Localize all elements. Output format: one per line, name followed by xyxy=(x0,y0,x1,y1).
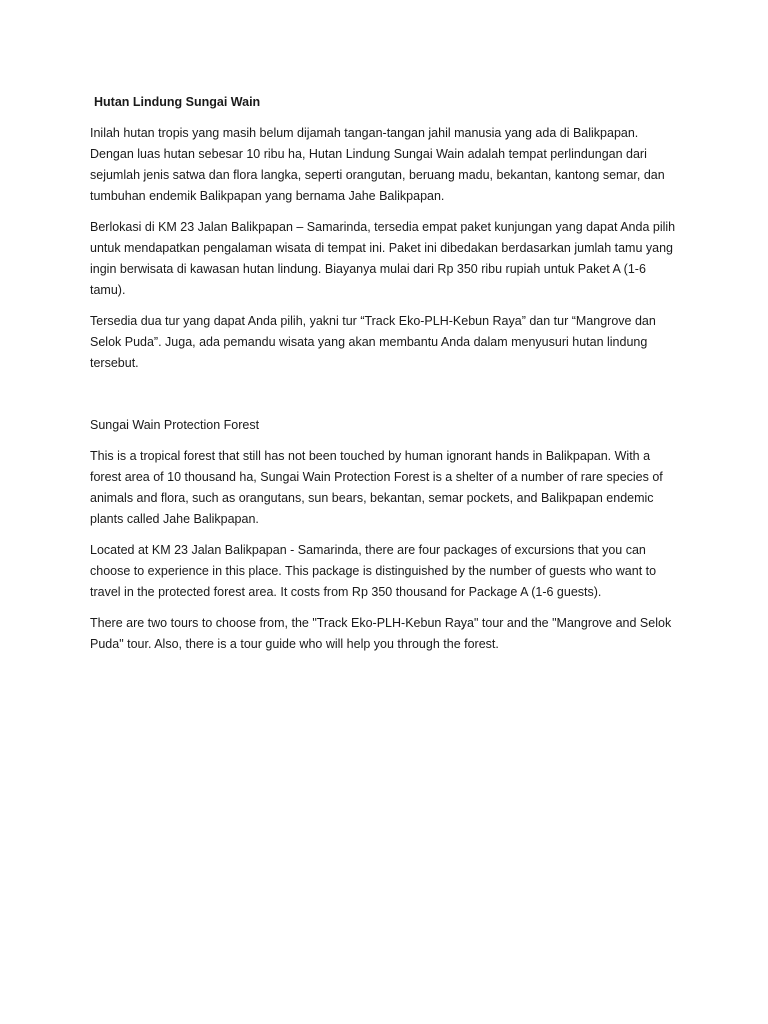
indonesian-paragraph-2: Berlokasi di KM 23 Jalan Balikpapan – Samarinda, tersedia empat paket kunjungan yang dapat Anda pilih untuk mendapatkan pengalaman wisata di tempat ini. Paket ini dibedakan berdasarkan jumlah tamu yang ingin berwisata di kawasan hutan lindung. Biayanya mulai dari Rp 350 ribu rupiah untuk Paket A (1-6 tamu). xyxy=(90,220,676,297)
indonesian-paragraph-1: Inilah hutan tropis yang masih belum dijamah tangan-tangan jahil manusia yang ada di Balikpapan. Dengan luas hutan sebesar 10 ribu ha, Hutan Lindung Sungai Wain adalah tempat perlindungan dari sejumlah jenis satwa dan flora langka, seperti orangutan, beruang madu, bekantan, kantong semar, dan tumbuhan endemik Balikpapan yang bernama Jahe Balikpapan. xyxy=(90,126,665,203)
english-title: Sungai Wain Protection Forest xyxy=(90,418,260,432)
indonesian-section xyxy=(90,92,682,374)
document-body xyxy=(90,92,682,665)
section-spacer xyxy=(90,384,682,415)
english-paragraph-3: There are two tours to choose from, the "Track Eko-PLH-Kebun Raya" tour and the "Mangrove and Selok Puda" tour. Also, there is a tour guide who will help you through the forest. xyxy=(90,616,672,651)
indonesian-title: Hutan Lindung Sungai Wain xyxy=(94,95,261,109)
english-paragraph-2: Located at KM 23 Jalan Balikpapan - Samarinda, there are four packages of excursions that you can choose to experience in this place. This package is distinguished by the number of guests who want to travel in the protected forest area. It costs from Rp 350 thousand for Package A (1-6 guests). xyxy=(90,543,657,599)
english-section xyxy=(90,415,682,655)
indonesian-paragraph-3: Tersedia dua tur yang dapat Anda pilih, yakni tur “Track Eko-PLH-Kebun Raya” dan tur “Mangrove dan Selok Puda”. Juga, ada pemandu wisata yang akan membantu Anda dalam menyusuri hutan lindung tersebut. xyxy=(90,314,656,370)
english-paragraph-1: This is a tropical forest that still has not been touched by human ignorant hands in Balikpapan. With a forest area of 10 thousand ha, Sungai Wain Protection Forest is a shelter of a number of rare species of animals and flora, such as orangutans, sun bears, bekantan, semar pockets, and Balikpapan endemic plants called Jahe Balikpapan. xyxy=(90,449,663,526)
